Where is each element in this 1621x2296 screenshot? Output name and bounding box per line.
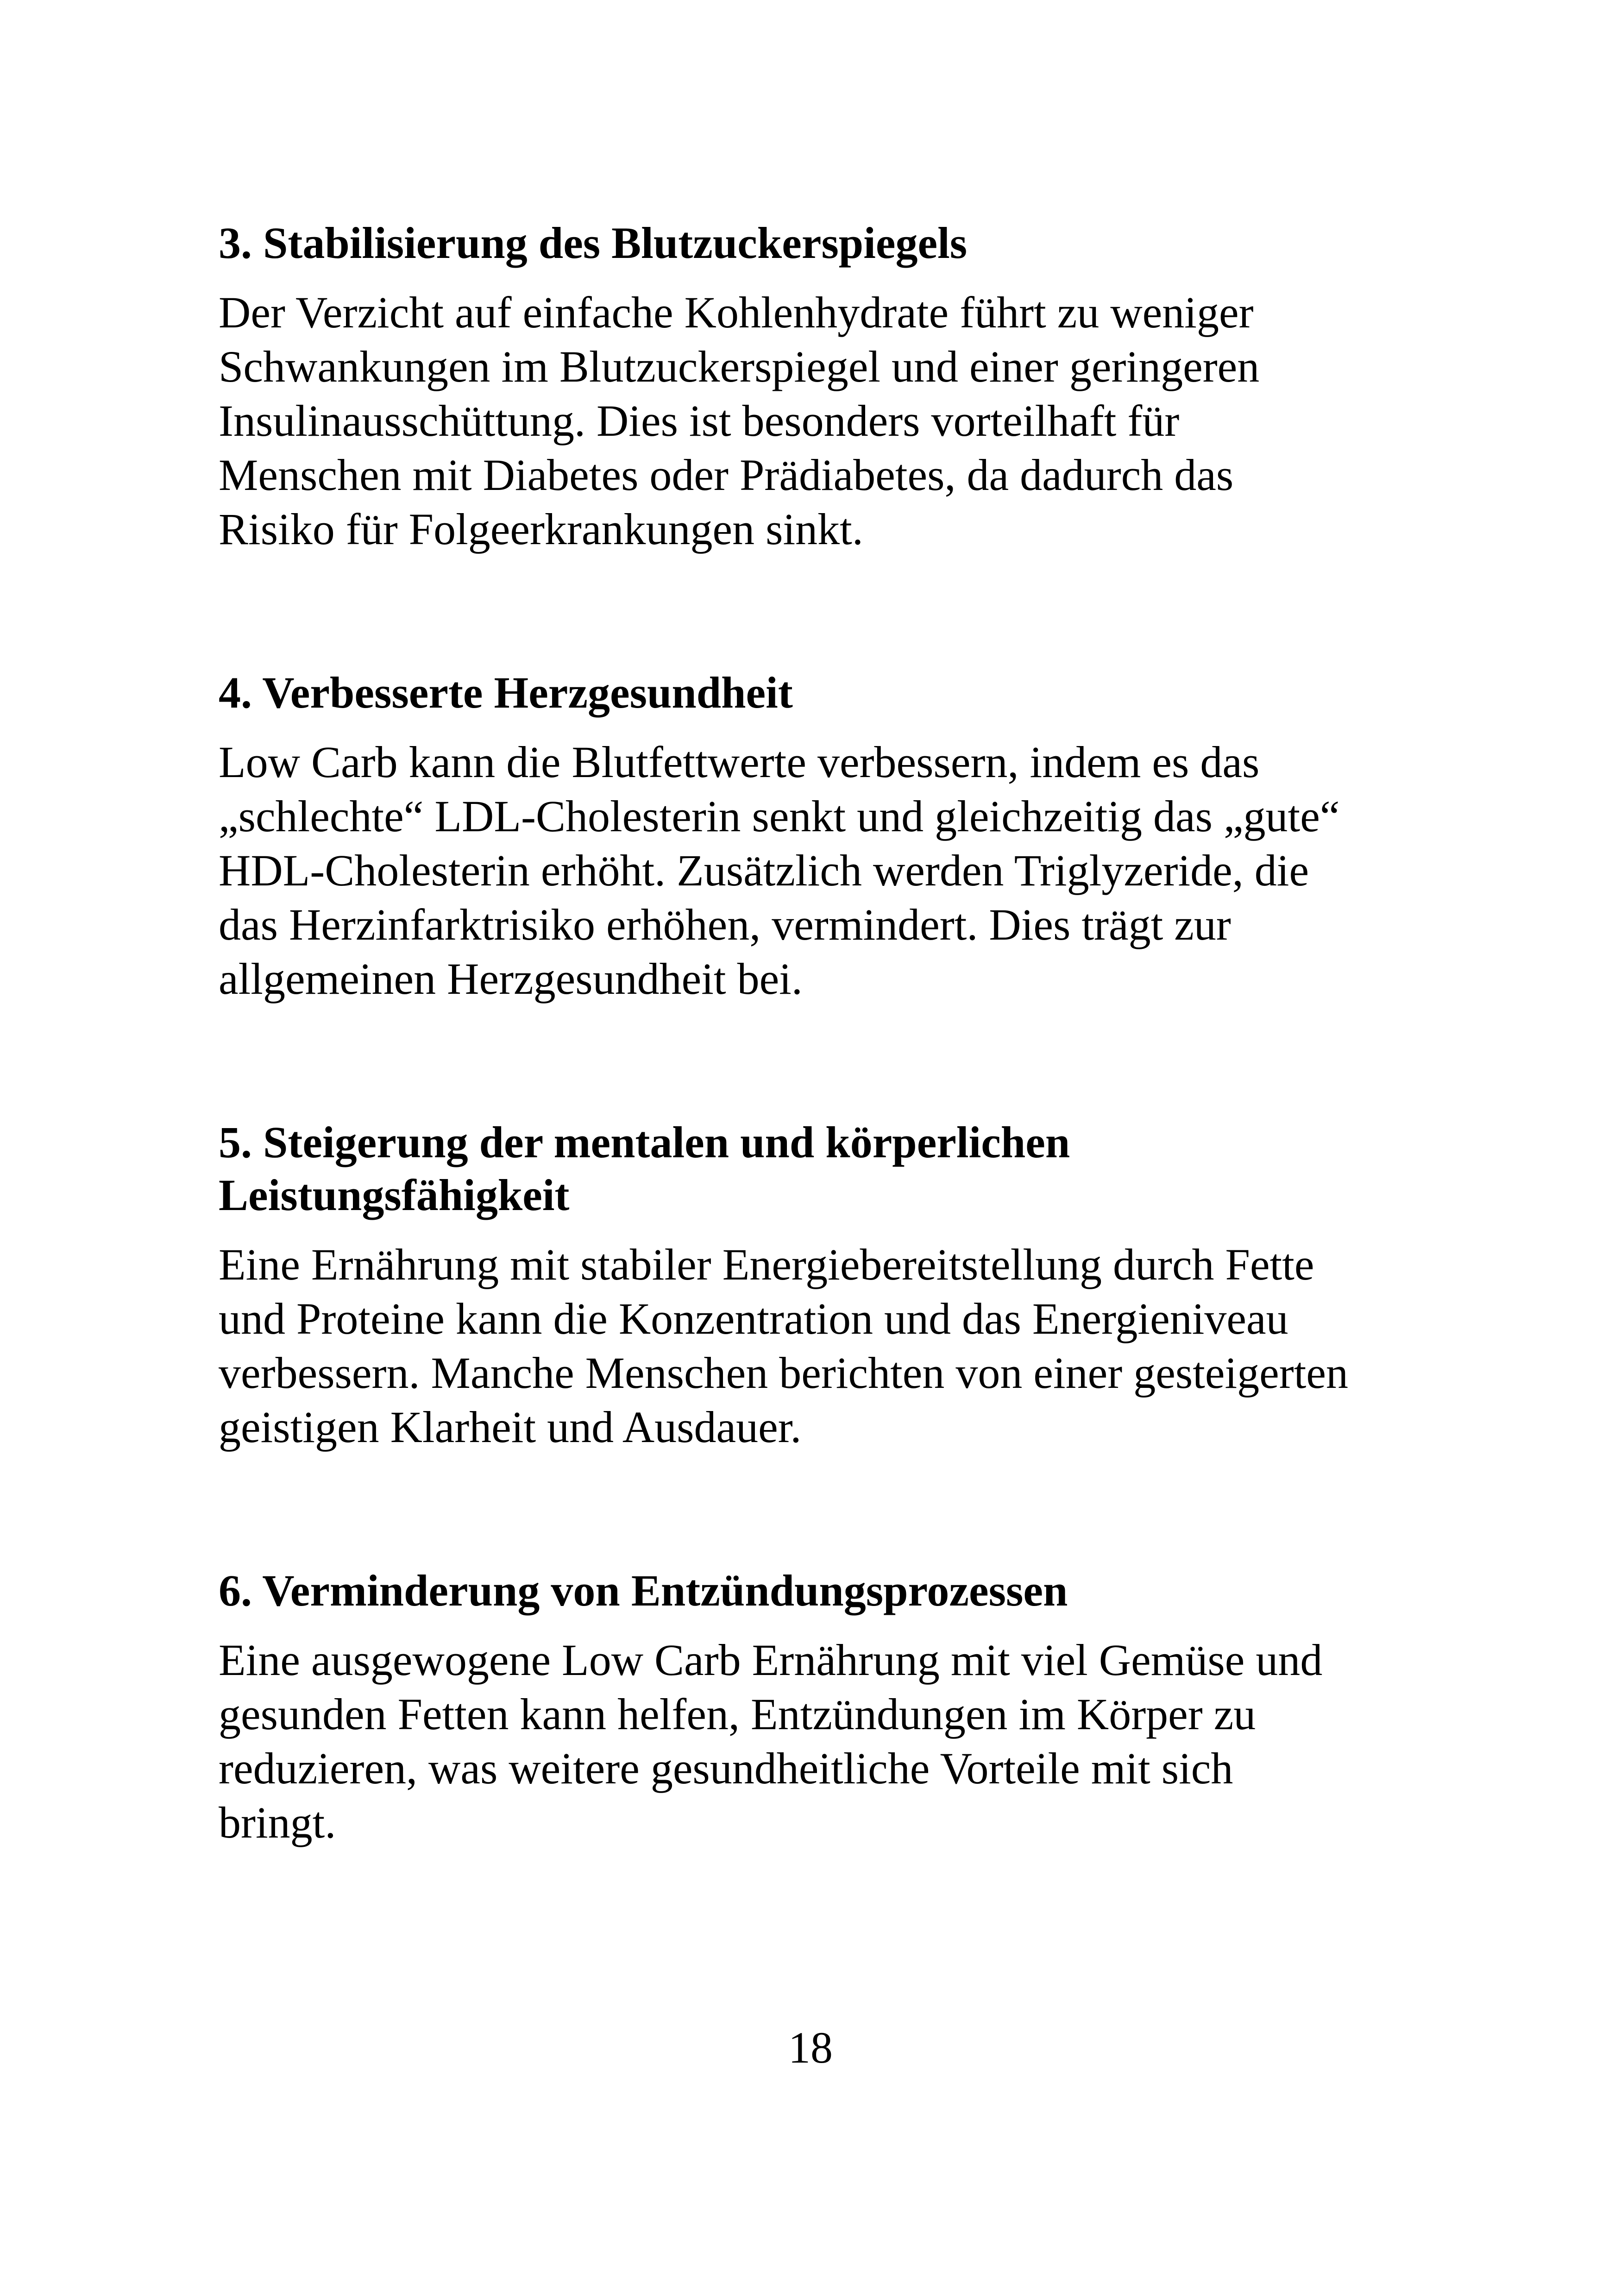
body-line: „schlechte“ LDL-Cholesterin senkt und gleichzeitig das „gute“: [219, 791, 1340, 841]
section-heading: [219, 1116, 1432, 1222]
page-number: 18: [788, 2023, 833, 2072]
section-performance: [219, 1116, 1432, 1454]
section-body: [219, 285, 1432, 556]
heading-line: 6. Verminderung von Entzündungsprozessen: [219, 1566, 1068, 1615]
section-heart-health: [219, 666, 1432, 1006]
body-line: und Proteine kann die Konzentration und das Energieniveau: [219, 1294, 1288, 1343]
body-line: verbessern. Manche Menschen berichten von einer gesteigerten: [219, 1348, 1348, 1398]
section-body: [219, 735, 1432, 1006]
section-inflammation: [219, 1564, 1432, 1850]
body-line: Der Verzicht auf einfache Kohlenhydrate führt zu weniger: [219, 288, 1254, 337]
section-heading: [219, 666, 1432, 719]
body-line: bringt.: [219, 1798, 336, 1847]
section-heading: [219, 217, 1432, 270]
body-line: reduzieren, was weitere gesundheitliche Vorteile mit sich: [219, 1744, 1233, 1793]
heading-line: Leistungsfähigkeit: [219, 1170, 570, 1220]
body-line: Menschen mit Diabetes oder Prädiabetes, da dadurch das: [219, 450, 1234, 500]
body-line: das Herzinfarktrisiko erhöhen, vermindert. Dies trägt zur: [219, 900, 1231, 949]
page-content: [219, 217, 1432, 1850]
body-line: Risiko für Folgeerkrankungen sinkt.: [219, 504, 863, 554]
section-blood-sugar: [219, 217, 1432, 556]
section-body: [219, 1633, 1432, 1850]
body-line: allgemeinen Herzgesundheit bei.: [219, 954, 803, 1004]
body-line: Schwankungen im Blutzuckerspiegel und einer geringeren: [219, 342, 1260, 391]
body-line: Eine Ernährung mit stabiler Energiebereitstellung durch Fette: [219, 1240, 1314, 1289]
heading-line: 4. Verbesserte Herzgesundheit: [219, 668, 793, 717]
body-line: HDL-Cholesterin erhöht. Zusätzlich werden Triglyzeride, die: [219, 846, 1309, 895]
body-line: gesunden Fetten kann helfen, Entzündungen im Körper zu: [219, 1689, 1256, 1739]
body-line: Eine ausgewogene Low Carb Ernährung mit viel Gemüse und: [219, 1635, 1323, 1685]
heading-line: 3. Stabilisierung des Blutzuckerspiegels: [219, 218, 968, 268]
section-body: [219, 1237, 1432, 1454]
body-line: Insulinausschüttung. Dies ist besonders vorteilhaft für: [219, 396, 1180, 445]
section-heading: [219, 1564, 1432, 1617]
body-line: geistigen Klarheit und Ausdauer.: [219, 1402, 802, 1452]
heading-line: 5. Steigerung der mentalen und körperlichen: [219, 1117, 1070, 1167]
body-line: Low Carb kann die Blutfettwerte verbessern, indem es das: [219, 737, 1260, 787]
